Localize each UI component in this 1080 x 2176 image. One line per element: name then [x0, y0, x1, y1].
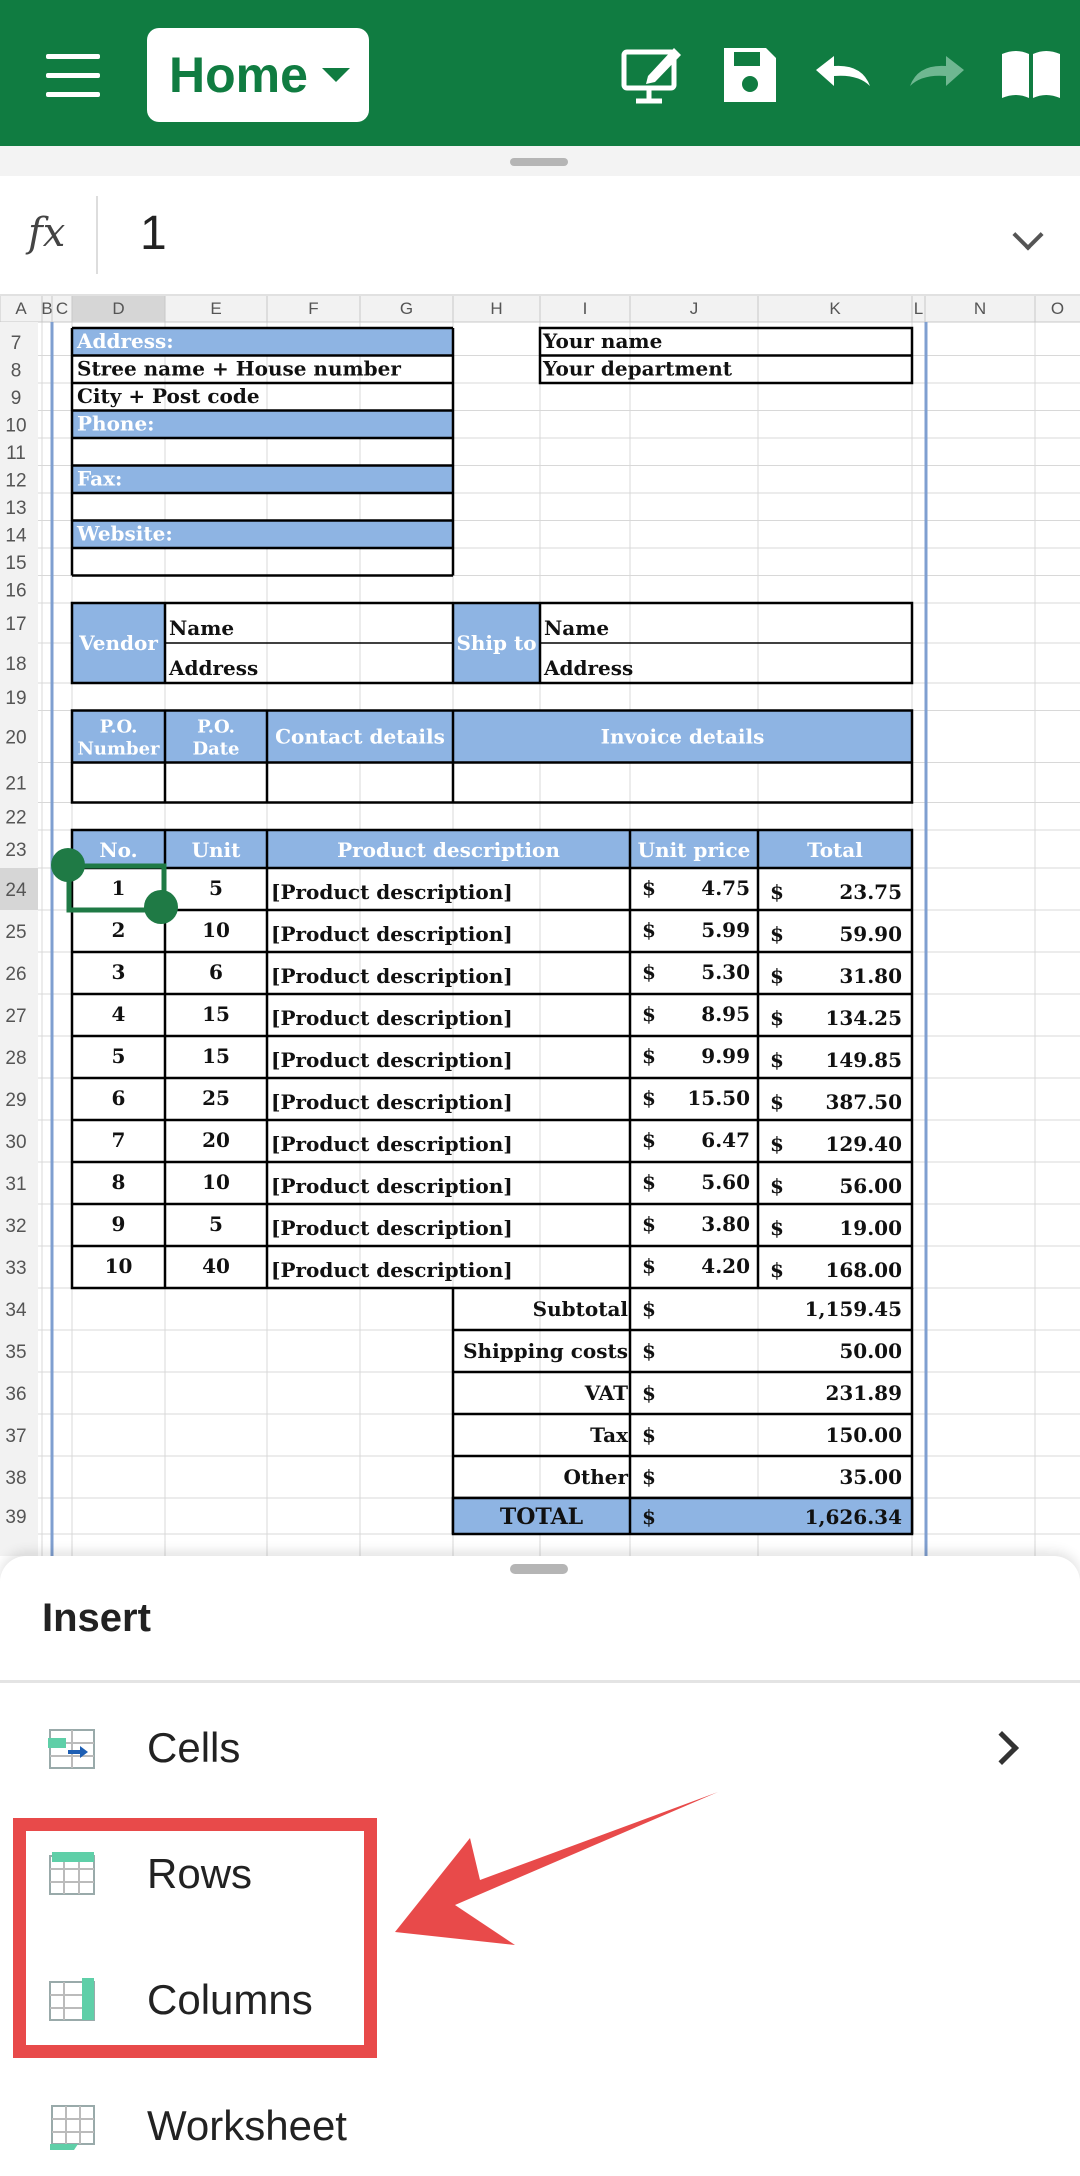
item-total: 134.25: [825, 1006, 902, 1030]
item-total: 19.00: [839, 1216, 902, 1240]
save-icon[interactable]: [714, 40, 784, 110]
selection-handle-bottom-right: [144, 890, 178, 924]
item-no: 3: [111, 960, 126, 984]
row-header-12: 12: [5, 470, 27, 492]
total-label: TOTAL: [499, 1504, 584, 1530]
column-header-f: F: [308, 299, 319, 318]
row-header-17: 17: [5, 614, 27, 635]
item-price-currency: $: [642, 918, 656, 942]
selection-handle-top-left: [51, 848, 85, 882]
item-description: [Product description]: [271, 1090, 513, 1114]
item-no: 5: [111, 1044, 126, 1068]
row-header-23: 23: [5, 840, 27, 861]
item-price: 5.60: [701, 1170, 750, 1194]
item-total-currency: $: [770, 1132, 784, 1156]
item-description: [Product description]: [271, 1258, 513, 1282]
item-unit: 5: [209, 1212, 223, 1236]
items-header-2: Product description: [337, 838, 560, 862]
chevron-right-icon: [985, 1731, 1019, 1765]
formula-input[interactable]: 1: [140, 207, 167, 260]
row-header-18: 18: [5, 654, 27, 675]
row-header-15: 15: [5, 552, 27, 574]
column-header-n: N: [973, 299, 987, 318]
undo-icon[interactable]: [808, 40, 878, 110]
row-header-35: 35: [5, 1342, 27, 1363]
column-header-b: B: [41, 299, 53, 318]
item-total-currency: $: [770, 880, 784, 904]
highlight-box: [13, 1818, 377, 2058]
item-total-currency: $: [770, 1174, 784, 1198]
item-unit: 10: [202, 1170, 230, 1194]
your-name-text: Your name: [543, 329, 663, 353]
row-header-37: 37: [5, 1426, 27, 1447]
home-tab-dropdown[interactable]: [147, 28, 369, 122]
panel-drag-handle[interactable]: [510, 1564, 568, 1574]
items-header-4: Total: [807, 838, 863, 862]
summary-currency: $: [642, 1423, 656, 1447]
item-total: 23.75: [839, 880, 902, 904]
item-description: [Product description]: [271, 922, 513, 946]
summary-label: Tax: [590, 1423, 628, 1447]
item-no: 8: [111, 1170, 126, 1194]
ship-to-label: Ship to: [456, 631, 537, 655]
item-price: 4.75: [701, 876, 750, 900]
home-tab-label: Home: [169, 47, 308, 103]
item-unit: 40: [202, 1254, 230, 1278]
row-header-33: 33: [5, 1258, 27, 1279]
insert-worksheet-label: Worksheet: [147, 2102, 347, 2149]
item-price-currency: $: [642, 1254, 656, 1278]
item-unit: 15: [202, 1002, 230, 1026]
item-total-currency: $: [770, 1048, 784, 1072]
street-text: Stree name + House number: [77, 356, 401, 381]
formula-bar: [0, 176, 1080, 296]
item-no: 10: [104, 1254, 133, 1278]
summary-value: 1,159.45: [804, 1297, 902, 1321]
insert-rows-label: Rows: [147, 1850, 253, 1897]
summary-value: 231.89: [825, 1381, 902, 1405]
worksheet-grid[interactable]: [0, 296, 1080, 1556]
insert-cells-icon: [48, 1726, 98, 1772]
row-header-19: 19: [5, 687, 27, 709]
total-value: 1,626.34: [804, 1505, 902, 1529]
row-header-32: 32: [5, 1216, 27, 1237]
row-header-13: 13: [5, 497, 27, 519]
vendor-address-text: Address: [169, 656, 259, 680]
item-total: 149.85: [825, 1048, 902, 1072]
column-header-h: H: [490, 299, 503, 318]
row-header-25: 25: [5, 922, 27, 943]
item-no: 2: [111, 918, 126, 942]
row-header-14: 14: [5, 525, 27, 547]
item-price: 8.95: [701, 1002, 750, 1026]
formula-separator: [96, 196, 98, 274]
phone-label: Phone:: [77, 411, 155, 436]
row-header-39: 39: [5, 1507, 27, 1528]
row-header-26: 26: [5, 964, 27, 985]
company-label-fill: [72, 466, 453, 494]
insert-columns-label: Columns: [147, 1976, 313, 2023]
po-number-label: P.O.: [99, 716, 138, 738]
panel-divider: [0, 1680, 1080, 1683]
row-header-30: 30: [5, 1132, 27, 1153]
hamburger-icon[interactable]: [46, 54, 102, 98]
column-header-d: D: [112, 299, 125, 318]
item-no: 9: [111, 1212, 126, 1236]
summary-currency: $: [642, 1339, 656, 1363]
item-description: [Product description]: [271, 964, 513, 988]
item-price: 15.50: [687, 1086, 750, 1110]
item-total: 59.90: [839, 922, 902, 946]
item-price: 3.80: [701, 1212, 750, 1236]
item-no: 4: [111, 1002, 126, 1026]
row-header-29: 29: [5, 1090, 27, 1111]
item-unit: 5: [209, 876, 223, 900]
item-unit: 10: [202, 918, 230, 942]
address-label: Address:: [77, 329, 174, 353]
item-no: 6: [111, 1086, 126, 1110]
column-header-l: L: [913, 299, 924, 318]
redo-icon[interactable]: [902, 40, 972, 110]
app-toolbar: [0, 0, 1080, 146]
resize-handle[interactable]: [510, 158, 568, 166]
summary-value: 50.00: [839, 1339, 902, 1363]
fax-label: Fax:: [77, 466, 123, 491]
row-header-31: 31: [5, 1174, 27, 1195]
website-label: Website:: [77, 521, 173, 546]
po-number-label: Number: [77, 738, 160, 760]
row-header-7: 7: [10, 332, 22, 354]
fx-icon: fx: [28, 210, 66, 256]
reading-view-icon[interactable]: [996, 40, 1066, 110]
item-price-currency: $: [642, 1086, 656, 1110]
item-no: 1: [111, 876, 126, 900]
item-price-currency: $: [642, 960, 656, 984]
row-header-22: 22: [5, 807, 27, 829]
column-header-g: G: [399, 299, 414, 318]
item-description: [Product description]: [271, 1132, 513, 1156]
insert-cells-label: Cells: [147, 1724, 241, 1771]
item-unit: 25: [202, 1086, 230, 1110]
summary-label: Subtotal: [532, 1297, 628, 1321]
insert-cells-item[interactable]: [0, 1688, 1080, 1808]
row-header-24: 24: [5, 880, 27, 901]
item-total-currency: $: [770, 922, 784, 946]
item-total: 129.40: [825, 1132, 902, 1156]
row-header-8: 8: [10, 360, 22, 382]
item-price-currency: $: [642, 1002, 656, 1026]
item-total: 56.00: [839, 1174, 902, 1198]
item-total: 168.00: [825, 1258, 902, 1282]
vendor-name-text: Name: [169, 616, 235, 640]
item-description: [Product description]: [271, 1006, 513, 1030]
summary-value: 35.00: [839, 1465, 902, 1489]
item-description: [Product description]: [271, 1048, 513, 1072]
panel-title: Insert: [42, 1596, 151, 1640]
items-header-3: Unit price: [637, 838, 751, 862]
summary-currency: $: [642, 1297, 656, 1321]
item-description: [Product description]: [271, 1216, 513, 1240]
item-price-currency: $: [642, 1170, 656, 1194]
vendor-label: Vendor: [79, 631, 158, 655]
item-total: 31.80: [839, 964, 902, 988]
po-date-label: P.O.: [197, 716, 235, 738]
chevron-down-icon[interactable]: [1012, 219, 1043, 250]
column-header-k: K: [829, 299, 841, 318]
item-price: 4.20: [701, 1254, 750, 1278]
row-header-10: 10: [5, 415, 27, 437]
city-text: City + Post code: [77, 384, 260, 408]
item-unit: 20: [202, 1128, 230, 1152]
row-header-34: 34: [5, 1300, 27, 1321]
insert-worksheet-icon: [48, 2104, 98, 2150]
caret-down-icon: [322, 68, 350, 82]
item-price: 5.30: [701, 960, 750, 984]
your-department-text: Your department: [543, 356, 733, 381]
items-header-0: No.: [99, 838, 138, 862]
summary-label: VAT: [584, 1381, 628, 1405]
item-price: 6.47: [701, 1128, 750, 1152]
item-no: 7: [111, 1128, 126, 1152]
row-header-9: 9: [10, 387, 22, 409]
column-header-i: I: [582, 299, 588, 318]
row-header-38: 38: [5, 1468, 27, 1489]
item-price: 5.99: [701, 918, 750, 942]
summary-label: Shipping costs: [463, 1339, 628, 1363]
column-header-c: C: [55, 299, 69, 318]
column-header-a: A: [15, 299, 27, 318]
item-price-currency: $: [642, 876, 656, 900]
row-header-27: 27: [5, 1006, 27, 1027]
summary-currency: $: [642, 1381, 656, 1405]
ship-address-text: Address: [544, 656, 634, 680]
item-description: [Product description]: [271, 880, 513, 904]
item-description: [Product description]: [271, 1174, 513, 1198]
column-header-o: O: [1050, 299, 1065, 318]
insert-worksheet-item[interactable]: [0, 2066, 1080, 2176]
edit-display-icon[interactable]: [618, 40, 688, 110]
item-total-currency: $: [770, 1090, 784, 1114]
item-total-currency: $: [770, 1216, 784, 1240]
item-price: 9.99: [701, 1044, 750, 1068]
item-total-currency: $: [770, 964, 784, 988]
ship-name-text: Name: [544, 616, 610, 640]
row-header-20: 20: [5, 727, 27, 749]
item-unit: 15: [202, 1044, 230, 1068]
row-header-21: 21: [5, 773, 27, 795]
row-header-36: 36: [5, 1384, 27, 1405]
item-price-currency: $: [642, 1128, 656, 1152]
row-header-28: 28: [5, 1048, 27, 1069]
po-date-label: Date: [192, 738, 240, 760]
invoice-details-label: Invoice details: [600, 724, 765, 749]
row-header-11: 11: [6, 442, 26, 464]
item-unit: 6: [209, 960, 223, 984]
total-currency: $: [642, 1505, 656, 1529]
summary-label: Other: [563, 1465, 628, 1489]
column-header-j: J: [689, 299, 699, 318]
summary-value: 150.00: [825, 1423, 902, 1447]
item-total-currency: $: [770, 1006, 784, 1030]
item-total: 387.50: [825, 1090, 902, 1114]
worksheet-canvas[interactable]: [0, 296, 1080, 1556]
contact-details-label: Contact details: [275, 724, 445, 749]
column-header-e: E: [210, 299, 222, 318]
item-price-currency: $: [642, 1212, 656, 1236]
item-total-currency: $: [770, 1258, 784, 1282]
item-price-currency: $: [642, 1044, 656, 1068]
row-header-16: 16: [5, 580, 27, 602]
items-header-1: Unit: [191, 838, 241, 862]
summary-currency: $: [642, 1465, 656, 1489]
